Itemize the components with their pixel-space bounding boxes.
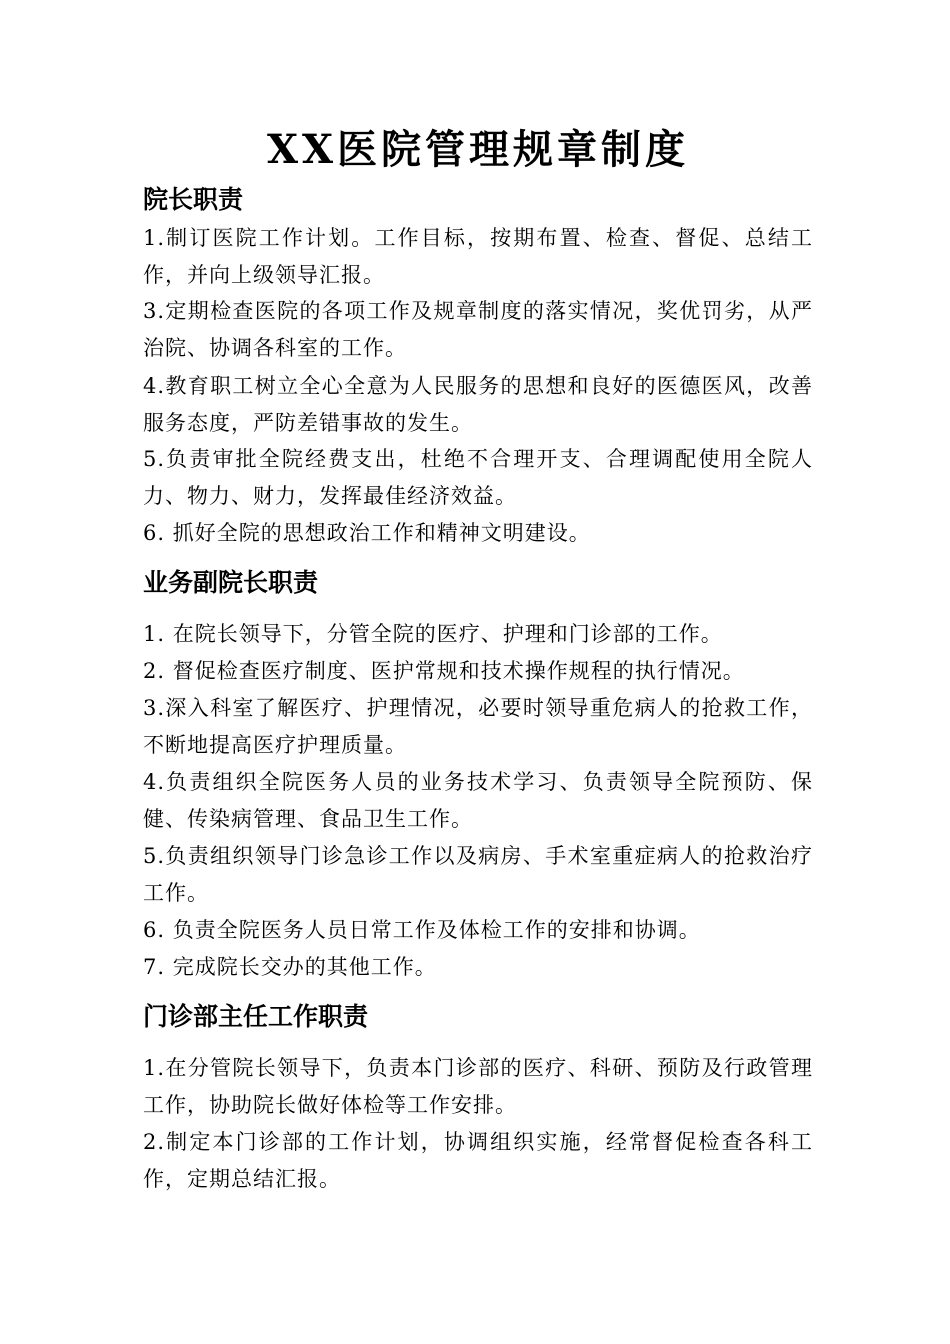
list-item: 7. 完成院长交办的其他工作。 <box>143 955 437 979</box>
section-heading-outpatient-director: 门诊部主任工作职责 <box>143 1002 369 1031</box>
list-item: 2. 督促检查医疗制度、医护常规和技术操作规程的执行情况。 <box>143 659 745 683</box>
page-title: XX医院管理规章制度 <box>266 126 690 173</box>
list-item: 3.深入科室了解医疗、护理情况，必要时领导重危病人的抢救工作，不断地提高医疗护理质量。 <box>143 696 813 757</box>
list-item: 2.制定本门诊部的工作计划，协调组织实施，经常督促检查各科工作，定期总结汇报。 <box>143 1130 813 1191</box>
list-item: 6. 抓好全院的思想政治工作和精神文明建设。 <box>143 521 591 545</box>
list-item: 6. 负责全院医务人员日常工作及体检工作的安排和协调。 <box>143 918 701 942</box>
list-item: 1.制订医院工作计划。工作目标，按期布置、检查、督促、总结工作，并向上级领导汇报。 <box>143 226 813 287</box>
list-item: 1.在分管院长领导下，负责本门诊部的医疗、科研、预防及行政管理工作，协助院长做好体检等工作安排。 <box>143 1056 813 1117</box>
list-item: 3.定期检查医院的各项工作及规章制度的落实情况，奖优罚劣，从严治院、协调各科室的工作。 <box>143 299 813 360</box>
list-item: 4.教育职工树立全心全意为人民服务的思想和良好的医德医风，改善服务态度，严防差错事故的发生。 <box>143 374 813 435</box>
section-heading-vice-director: 业务副院长职责 <box>143 568 319 597</box>
list-item: 5.负责组织领导门诊急诊工作以及病房、手术室重症病人的抢救治疗工作。 <box>143 844 813 905</box>
list-item: 1. 在院长领导下，分管全院的医疗、护理和门诊部的工作。 <box>143 622 723 646</box>
list-item: 5.负责审批全院经费支出，杜绝不合理开支、合理调配使用全院人力、物力、财力，发挥最佳经济效益。 <box>143 447 813 508</box>
section-heading-director: 院长职责 <box>143 185 244 214</box>
list-item: 4.负责组织全院医务人员的业务技术学习、负责领导全院预防、保健、传染病管理、食品卫生工作。 <box>143 770 813 831</box>
